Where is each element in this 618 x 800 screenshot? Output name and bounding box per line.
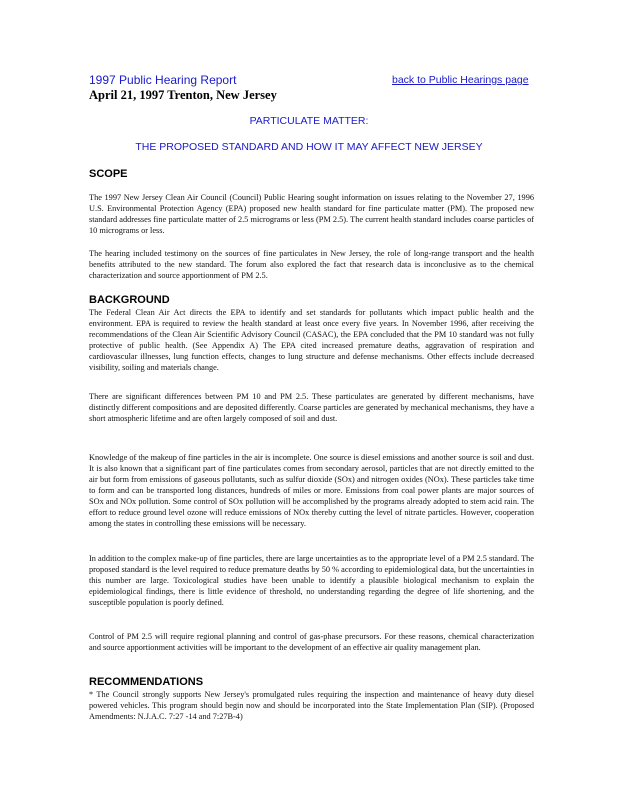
topic-heading: PARTICULATE MATTER: <box>249 115 369 127</box>
report-header <box>89 73 277 103</box>
scope-heading: SCOPE <box>89 168 128 180</box>
background-paragraph-5: Control of PM 2.5 will require regional planning and control of gas-phase precursors. For these reasons, chemical characterization and source apportionment activities will be important to the development of an effective air quality management plan. <box>89 632 534 652</box>
background-paragraph-4: In addition to the complex make-up of fine particles, there are large uncertainties as to the appropriate level of a PM 2.5 standard. The proposed standard is the level required to reduce premature deaths by 50 % according to epidemiological data, but the uncertainties in this number are large. Toxicological studies have been unable to identify a plausible biological mechanism to explain the epidemiological findings, there is little evidence of threshold, no understanding regarding the degree of life shortening, and the susceptible population is poorly defined. <box>89 554 534 607</box>
background-paragraph-2: There are significant differences between PM 10 and PM 2.5. These particulates are generated by different mechanisms, have distinctly different compositions and are deposited differently. Coarse particles are generated by mechanical mechanisms, they have a short atmospheric lifetime and are often largely composed of soil and dust. <box>89 392 534 423</box>
report-date-location: April 21, 1997 Trenton, New Jersey <box>89 88 277 102</box>
background-heading: BACKGROUND <box>89 294 170 306</box>
report-title: 1997 Public Hearing Report <box>89 73 237 87</box>
back-to-hearings-link[interactable]: back to Public Hearings page <box>392 74 529 86</box>
background-paragraph-3: Knowledge of the makeup of fine particles in the air is incomplete. One source is diesel emissions and another source is soil and dust. It is also known that a significant part of fine particulates comes from secondary aerosol, particles that are not directly emitted to the air but form from emissions of gaseous pollutants, such as sulfur dioxide (SOx) and nitrogen oxides (NOx). These particles take time to form and can be transported long distances, hundreds of miles or more. Emissions from coal power plants are major sources of SOx and NOx pollution. Some control of SOx pollution will be accomplished by the programs already adopted to stem acid rain. The effort to reduce ground level ozone will reduce emissions of NOx thereby cutting the level of nitrate particles. However, cooperation among the states in controlling these emissions will be necessary. <box>89 453 534 528</box>
background-paragraph-1: The Federal Clean Air Act directs the EPA to identify and set standards for pollutants which impact public health and the environment. EPA is required to review the health standard at least once every five years. In November 1996, after receiving the recommendations of the Clean Air Scientific Advisory Council (CASAC), the EPA concluded that the PM 10 standard was not fully protective of public health. (See Appendix A) The EPA cited increased premature deaths, aggravation of respiration and cardiovascular illnesses, lung function effects, changes to lung structure and defense mechanisms. Other effects include decreased visibility, soiling and materials change. <box>89 308 534 372</box>
topic-subheading: THE PROPOSED STANDARD AND HOW IT MAY AFFECT NEW JERSEY <box>135 141 483 153</box>
scope-paragraph-1: The 1997 New Jersey Clean Air Council (Council) Public Hearing sought information on issues relating to the November 27, 1996 U.S. Environmental Protection Agency (EPA) proposed new health standard for fine particulate matter (PM). The proposed new standard addresses fine particulate matter of 2.5 micrograms or less (PM 2.5). The current health standard includes coarse particles of 10 micrograms or less. <box>89 193 534 235</box>
recommendation-item-1: * The Council strongly supports New Jersey's promulgated rules requiring the inspection and maintenance of heavy duty diesel powered vehicles. This program should begin now and should be incorporated into the State Implementation Plan (SIP). (Proposed Amendments: N.J.A.C. 7:27 -14 and 7:27B-4) <box>89 690 534 721</box>
recommendations-heading: RECOMMENDATIONS <box>89 676 204 688</box>
scope-paragraph-2: The hearing included testimony on the sources of fine particulates in New Jersey, the role of long-range transport and the health benefits attributed to the new standard. The forum also explored the fact that research data is inconclusive as to the chemical characterization and source apportionment of PM 2.5. <box>89 249 534 280</box>
